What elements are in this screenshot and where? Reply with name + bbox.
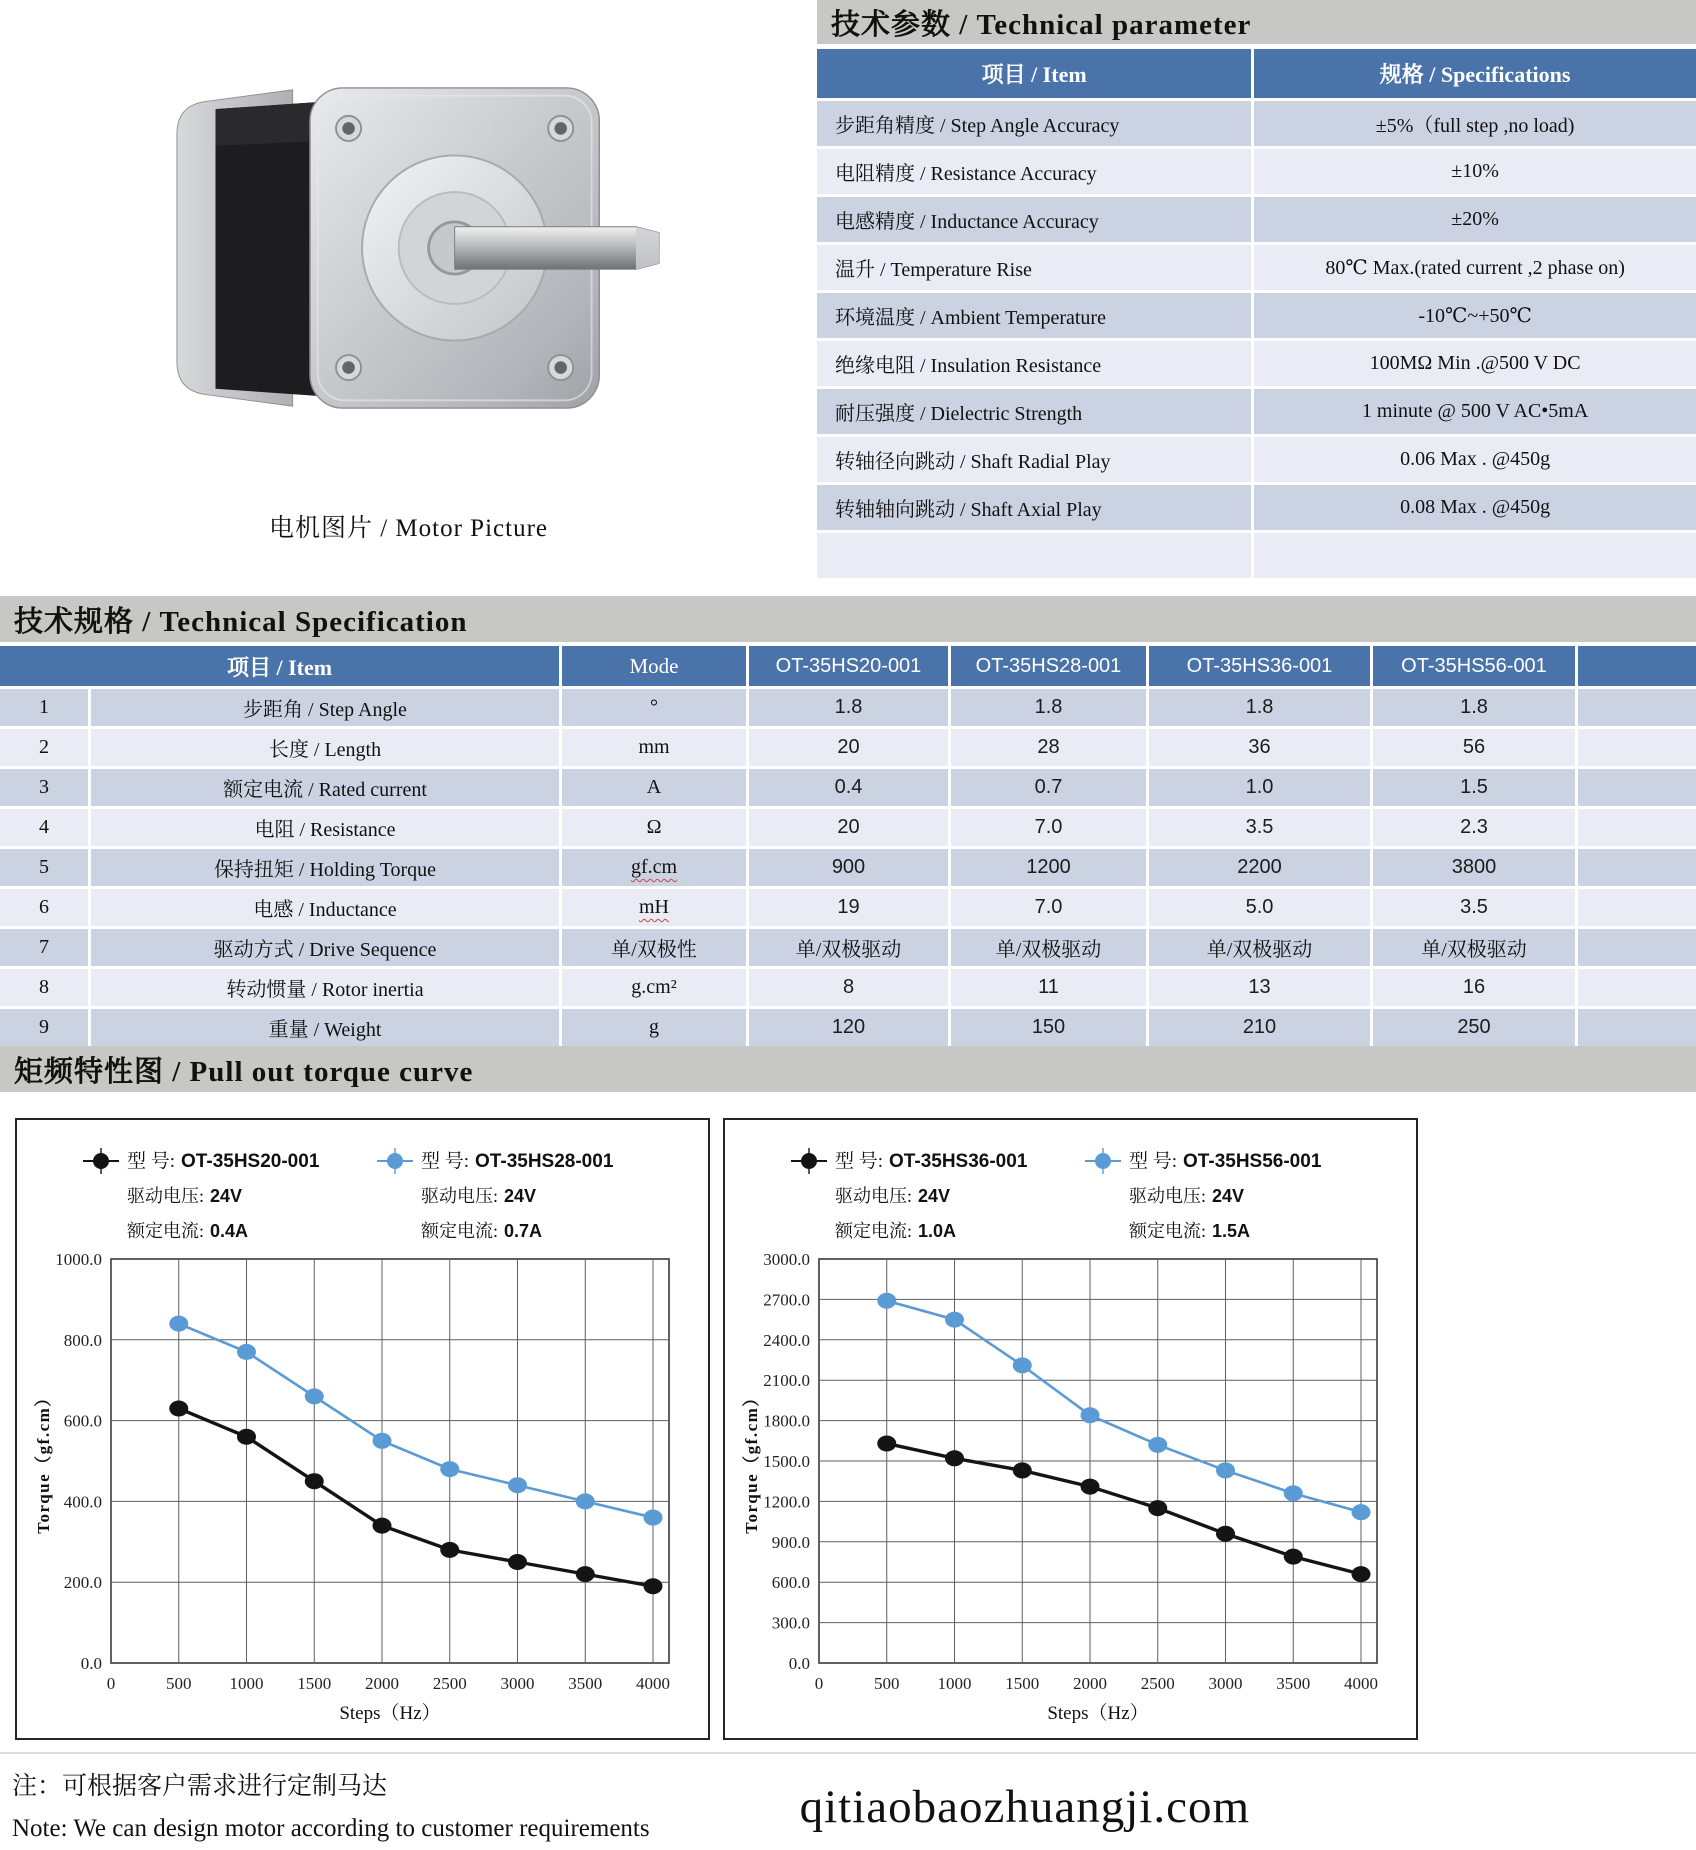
spec-mode-cell	[562, 769, 746, 806]
spec-mode-text: mH	[639, 896, 669, 918]
parameter-row	[817, 149, 1696, 194]
svg-text:Steps（Hz）: Steps（Hz）	[1047, 1703, 1149, 1724]
svg-text:1000: 1000	[937, 1674, 972, 1693]
spec-value-cell: 20	[749, 729, 948, 766]
spec-value-cell: 1.0	[1149, 769, 1370, 806]
svg-text:300.0: 300.0	[771, 1613, 810, 1633]
spec-value-cell: 5.0	[1149, 889, 1370, 926]
parameter-row	[817, 437, 1696, 482]
chart-legend-entry	[373, 1146, 641, 1243]
parameter-spec-cell: 100MΩ Min .@500 V DC	[1254, 341, 1696, 386]
spec-extra-cell	[1578, 929, 1696, 966]
parameter-item-cell: 温升 / Temperature Rise	[817, 245, 1251, 290]
svg-text:2000: 2000	[1073, 1674, 1107, 1693]
spec-extra-cell	[1578, 849, 1696, 886]
svg-text:3000: 3000	[1208, 1674, 1243, 1693]
svg-text:400.0: 400.0	[63, 1492, 102, 1512]
spec-value-cell: 13	[1149, 969, 1370, 1006]
parameter-item-cell	[817, 533, 1251, 578]
torque-chart-box	[723, 1118, 1418, 1740]
spec-value-cell: 250	[1373, 1009, 1575, 1046]
spec-value-cell: 36	[1149, 729, 1370, 766]
note-cn: 注：可根据客户需求进行定制马达	[12, 1773, 388, 1800]
spec-mode-cell	[562, 1009, 746, 1046]
spec-row-number: 8	[0, 969, 88, 1006]
spec-value-cell: 900	[749, 849, 948, 886]
svg-text:3000.0: 3000.0	[763, 1250, 810, 1269]
spec-row	[0, 929, 1696, 966]
legend-marker-icon	[787, 1146, 831, 1243]
spec-value-cell: 16	[1373, 969, 1575, 1006]
spec-value-cell: 19	[749, 889, 948, 926]
footer	[0, 1752, 1696, 1850]
spec-mode-cell	[562, 809, 746, 846]
spec-value-cell: 1.8	[951, 689, 1146, 726]
chart-legend-row	[725, 1120, 1416, 1243]
svg-text:3500: 3500	[1276, 1674, 1311, 1693]
svg-text:900.0: 900.0	[771, 1532, 810, 1552]
spec-row	[0, 1009, 1696, 1046]
svg-text:2500: 2500	[1140, 1674, 1175, 1693]
spec-mode-text: mm	[638, 736, 670, 758]
spec-value-cell: 2.3	[1373, 809, 1575, 846]
legend-current-value: 1.0A	[918, 1221, 957, 1241]
legend-marker-icon	[373, 1146, 417, 1243]
legend-voltage-value: 24V	[1212, 1186, 1245, 1206]
spec-value-cell: 150	[951, 1009, 1146, 1046]
legend-model-value: OT-35HS28-001	[475, 1151, 614, 1172]
spec-row	[0, 889, 1696, 926]
legend-current-label: 额定电流:	[421, 1221, 499, 1241]
spec-item-cell: 驱动方式 / Drive Sequence	[91, 929, 559, 966]
parameter-item-cell: 转轴径向跳动 / Shaft Radial Play	[817, 437, 1251, 482]
spec-row-number: 7	[0, 929, 88, 966]
spec-mode-cell	[562, 889, 746, 926]
legend-model-label: 型 号:	[421, 1151, 470, 1172]
spec-row	[0, 969, 1696, 1006]
param-col-spec-header: 规格 / Specifications	[1254, 49, 1696, 98]
legend-voltage-label: 驱动电压:	[1129, 1186, 1207, 1206]
spec-item-cell: 电阻 / Resistance	[91, 809, 559, 846]
spec-mode-text: °	[650, 696, 658, 718]
legend-model-value: OT-35HS20-001	[181, 1151, 320, 1172]
spec-value-cell: 3800	[1373, 849, 1575, 886]
parameter-spec-cell: 0.08 Max . @450g	[1254, 485, 1696, 530]
svg-text:600.0: 600.0	[63, 1411, 102, 1431]
spec-item-cell: 电感 / Inductance	[91, 889, 559, 926]
legend-text-block	[835, 1146, 1027, 1243]
spec-mode-cell	[562, 689, 746, 726]
spec-item-cell: 长度 / Length	[91, 729, 559, 766]
svg-text:500: 500	[874, 1674, 900, 1693]
svg-text:2700.0: 2700.0	[763, 1290, 810, 1310]
legend-current-line	[835, 1217, 1027, 1243]
motor-illustration	[148, 28, 688, 468]
spec-row	[0, 809, 1696, 846]
spec-row	[0, 729, 1696, 766]
spec-mode-text: gf.cm	[630, 856, 678, 878]
spec-row-number: 9	[0, 1009, 88, 1046]
legend-current-label: 额定电流:	[1129, 1221, 1207, 1241]
legend-voltage-value: 24V	[210, 1186, 243, 1206]
svg-text:2500: 2500	[432, 1674, 467, 1693]
spec-extra-cell	[1578, 809, 1696, 846]
legend-model-label: 型 号:	[1129, 1151, 1178, 1172]
spec-row-number: 1	[0, 689, 88, 726]
spec-value-cell: 1.5	[1373, 769, 1575, 806]
spec-mode-text: 单/双极性	[611, 939, 697, 961]
svg-text:Steps（Hz）: Steps（Hz）	[339, 1703, 441, 1724]
spec-value-cell: 3.5	[1149, 809, 1370, 846]
spec-extra-cell	[1578, 689, 1696, 726]
spec-value-cell: 单/双极驱动	[749, 929, 948, 966]
legend-marker-icon	[1081, 1146, 1125, 1243]
legend-model-line	[835, 1146, 1027, 1173]
spec-value-cell: 7.0	[951, 889, 1146, 926]
spec-value-cell: 56	[1373, 729, 1575, 766]
spec-mode-text: A	[646, 776, 662, 798]
svg-text:1200.0: 1200.0	[763, 1492, 810, 1512]
svg-text:1500.0: 1500.0	[763, 1452, 810, 1471]
spec-extra-cell	[1578, 769, 1696, 806]
legend-current-value: 0.7A	[504, 1221, 543, 1241]
spec-value-cell: 1.8	[749, 689, 948, 726]
legend-current-label: 额定电流:	[835, 1221, 913, 1241]
motor-image	[148, 28, 688, 468]
legend-voltage-value: 24V	[918, 1186, 951, 1206]
svg-text:1000.0: 1000.0	[55, 1250, 102, 1269]
legend-model-value: OT-35HS36-001	[889, 1151, 1028, 1172]
parameter-row	[817, 293, 1696, 338]
legend-text-block	[421, 1146, 613, 1243]
parameter-spec-cell: ±5%（full step ,no load)	[1254, 101, 1696, 146]
legend-model-label: 型 号:	[127, 1151, 176, 1172]
torque-chart-plot	[733, 1245, 1416, 1736]
parameter-item-cell: 电阻精度 / Resistance Accuracy	[817, 149, 1251, 194]
spec-item-cell: 重量 / Weight	[91, 1009, 559, 1046]
legend-current-label: 额定电流:	[127, 1221, 205, 1241]
parameter-spec-cell: ±10%	[1254, 149, 1696, 194]
legend-model-line	[127, 1146, 319, 1173]
legend-voltage-line	[127, 1182, 319, 1208]
parameter-row	[817, 389, 1696, 434]
spec-extra-cell	[1578, 969, 1696, 1006]
svg-text:4000: 4000	[1344, 1674, 1378, 1693]
svg-text:1000: 1000	[229, 1674, 264, 1693]
spec-row-number: 2	[0, 729, 88, 766]
svg-text:500: 500	[166, 1674, 192, 1693]
chart-legend-entry	[79, 1146, 347, 1243]
website-text: qitiaobaozhuangji.com	[799, 1781, 1251, 1833]
legend-current-line	[1129, 1217, 1321, 1243]
spec-extra-cell	[1578, 889, 1696, 926]
spec-row-number: 5	[0, 849, 88, 886]
spec-value-cell: 120	[749, 1009, 948, 1046]
spec-mode-text: g	[649, 1016, 659, 1038]
spec-extra-cell	[1578, 1009, 1696, 1046]
parameter-row	[817, 101, 1696, 146]
spec-section-title: 技术规格 / Technical Specification	[0, 596, 1696, 642]
spec-value-cell: 0.7	[951, 769, 1146, 806]
spec-row-number: 3	[0, 769, 88, 806]
parameter-spec-cell: ±20%	[1254, 197, 1696, 242]
spec-table	[0, 646, 1696, 1046]
spec-value-cell: 单/双极驱动	[1149, 929, 1370, 966]
motor-picture-panel	[0, 0, 817, 596]
parameter-spec-cell	[1254, 533, 1696, 578]
parameter-row	[817, 341, 1696, 386]
legend-voltage-line	[1129, 1182, 1321, 1208]
legend-voltage-line	[421, 1182, 613, 1208]
legend-model-line	[421, 1146, 613, 1173]
spec-row-number: 4	[0, 809, 88, 846]
spec-item-cell: 步距角 / Step Angle	[91, 689, 559, 726]
svg-text:800.0: 800.0	[63, 1330, 102, 1350]
parameter-section-title: 技术参数 / Technical parameter	[817, 0, 1696, 44]
parameter-item-cell: 绝缘电阻 / Insulation Resistance	[817, 341, 1251, 386]
svg-text:0.0: 0.0	[788, 1654, 810, 1673]
spec-value-cell: 210	[1149, 1009, 1370, 1046]
parameter-table	[817, 49, 1696, 578]
spec-value-cell: 11	[951, 969, 1146, 1006]
spec-mode-text: g.cm²	[631, 976, 677, 998]
svg-text:0.0: 0.0	[80, 1654, 102, 1673]
torque-charts	[0, 1118, 1696, 1740]
svg-text:2400.0: 2400.0	[763, 1330, 810, 1350]
parameter-row	[817, 245, 1696, 290]
chart-legend-row	[17, 1120, 708, 1243]
chart-legend-entry	[787, 1146, 1055, 1243]
spec-mode-cell	[562, 849, 746, 886]
legend-model-line	[1129, 1146, 1321, 1173]
spec-extra-cell	[1578, 729, 1696, 766]
legend-text-block	[1129, 1146, 1321, 1243]
svg-text:1500: 1500	[1005, 1674, 1040, 1693]
spec-row	[0, 849, 1696, 886]
spec-item-cell: 额定电流 / Rated current	[91, 769, 559, 806]
legend-voltage-line	[835, 1182, 1027, 1208]
svg-text:1800.0: 1800.0	[763, 1411, 810, 1431]
svg-text:Torque（gf.cm）: Torque（gf.cm）	[34, 1388, 53, 1534]
param-col-item-header: 项目 / Item	[817, 49, 1251, 98]
torque-chart-svg	[733, 1245, 1405, 1731]
spec-mode-cell	[562, 929, 746, 966]
parameter-item-cell: 电感精度 / Inductance Accuracy	[817, 197, 1251, 242]
spec-value-cell: 0.4	[749, 769, 948, 806]
spec-value-cell: 7.0	[951, 809, 1146, 846]
parameter-item-cell: 步距角精度 / Step Angle Accuracy	[817, 101, 1251, 146]
spec-mode-cell	[562, 969, 746, 1006]
spec-col-model-header: OT-35HS20-001	[749, 646, 948, 686]
spec-item-cell: 转动惯量 / Rotor inertia	[91, 969, 559, 1006]
spec-table-header-row	[0, 646, 1696, 686]
spec-mode-text: Ω	[646, 816, 662, 838]
svg-text:0: 0	[814, 1674, 824, 1693]
spec-col-model-header: OT-35HS28-001	[951, 646, 1146, 686]
svg-text:600.0: 600.0	[771, 1573, 810, 1593]
legend-text-block	[127, 1146, 319, 1243]
parameter-item-cell: 耐压强度 / Dielectric Strength	[817, 389, 1251, 434]
spec-value-cell: 2200	[1149, 849, 1370, 886]
motor-caption: 电机图片 / Motor Picture	[268, 515, 548, 542]
parameter-item-cell: 环境温度 / Ambient Temperature	[817, 293, 1251, 338]
parameter-spec-cell: 0.06 Max . @450g	[1254, 437, 1696, 482]
parameter-item-cell: 转轴轴向跳动 / Shaft Axial Play	[817, 485, 1251, 530]
parameter-spec-cell: 1 minute @ 500 V AC•5mA	[1254, 389, 1696, 434]
footer-notes	[12, 1766, 650, 1850]
svg-text:2100.0: 2100.0	[763, 1371, 810, 1391]
torque-section-title: 矩频特性图 / Pull out torque curve	[0, 1046, 1696, 1092]
spec-value-cell: 单/双极驱动	[1373, 929, 1575, 966]
svg-text:Torque（gf.cm）: Torque（gf.cm）	[742, 1388, 761, 1534]
spec-col-item-header: 项目 / Item	[0, 646, 559, 686]
svg-text:4000: 4000	[636, 1674, 670, 1693]
spec-value-cell: 1200	[951, 849, 1146, 886]
torque-chart-box	[15, 1118, 710, 1740]
legend-marker-icon	[79, 1146, 123, 1243]
spec-row	[0, 689, 1696, 726]
spec-col-model-header: OT-35HS56-001	[1373, 646, 1575, 686]
legend-voltage-label: 驱动电压:	[835, 1186, 913, 1206]
legend-voltage-value: 24V	[504, 1186, 537, 1206]
parameter-row	[817, 197, 1696, 242]
legend-current-line	[421, 1217, 613, 1243]
legend-voltage-label: 驱动电压:	[127, 1186, 205, 1206]
spec-row-number: 6	[0, 889, 88, 926]
torque-chart-svg	[25, 1245, 697, 1731]
svg-text:200.0: 200.0	[63, 1573, 102, 1593]
note-en: Note: We can design motor according to customer requirements	[12, 1815, 650, 1842]
top-section	[0, 0, 1696, 596]
legend-model-label: 型 号:	[835, 1151, 884, 1172]
parameter-table-header-row	[817, 49, 1696, 98]
legend-current-line	[127, 1217, 319, 1243]
spec-value-cell: 1.8	[1149, 689, 1370, 726]
legend-model-value: OT-35HS56-001	[1183, 1151, 1322, 1172]
legend-voltage-label: 驱动电压:	[421, 1186, 499, 1206]
legend-current-value: 0.4A	[210, 1221, 249, 1241]
spec-row	[0, 769, 1696, 806]
svg-text:3000: 3000	[500, 1674, 535, 1693]
svg-text:3500: 3500	[568, 1674, 603, 1693]
spec-value-cell: 28	[951, 729, 1146, 766]
spec-value-cell: 单/双极驱动	[951, 929, 1146, 966]
parameter-spec-cell: 80℃ Max.(rated current ,2 phase on)	[1254, 245, 1696, 290]
parameter-row	[817, 485, 1696, 530]
svg-text:1500: 1500	[297, 1674, 332, 1693]
spec-mode-cell	[562, 729, 746, 766]
spec-value-cell: 1.8	[1373, 689, 1575, 726]
spec-col-mode-header: Mode	[562, 646, 746, 686]
svg-text:2000: 2000	[365, 1674, 399, 1693]
svg-text:0: 0	[106, 1674, 116, 1693]
parameter-row	[817, 533, 1696, 578]
spec-col-extra-header	[1578, 646, 1696, 686]
spec-value-cell: 8	[749, 969, 948, 1006]
spec-value-cell: 20	[749, 809, 948, 846]
parameter-spec-cell: -10℃~+50℃	[1254, 293, 1696, 338]
spec-col-model-header: OT-35HS36-001	[1149, 646, 1370, 686]
spec-item-cell: 保持扭矩 / Holding Torque	[91, 849, 559, 886]
chart-legend-entry	[1081, 1146, 1349, 1243]
legend-current-value: 1.5A	[1212, 1221, 1251, 1241]
torque-chart-plot	[25, 1245, 708, 1736]
parameter-panel	[817, 0, 1696, 596]
spec-value-cell: 3.5	[1373, 889, 1575, 926]
